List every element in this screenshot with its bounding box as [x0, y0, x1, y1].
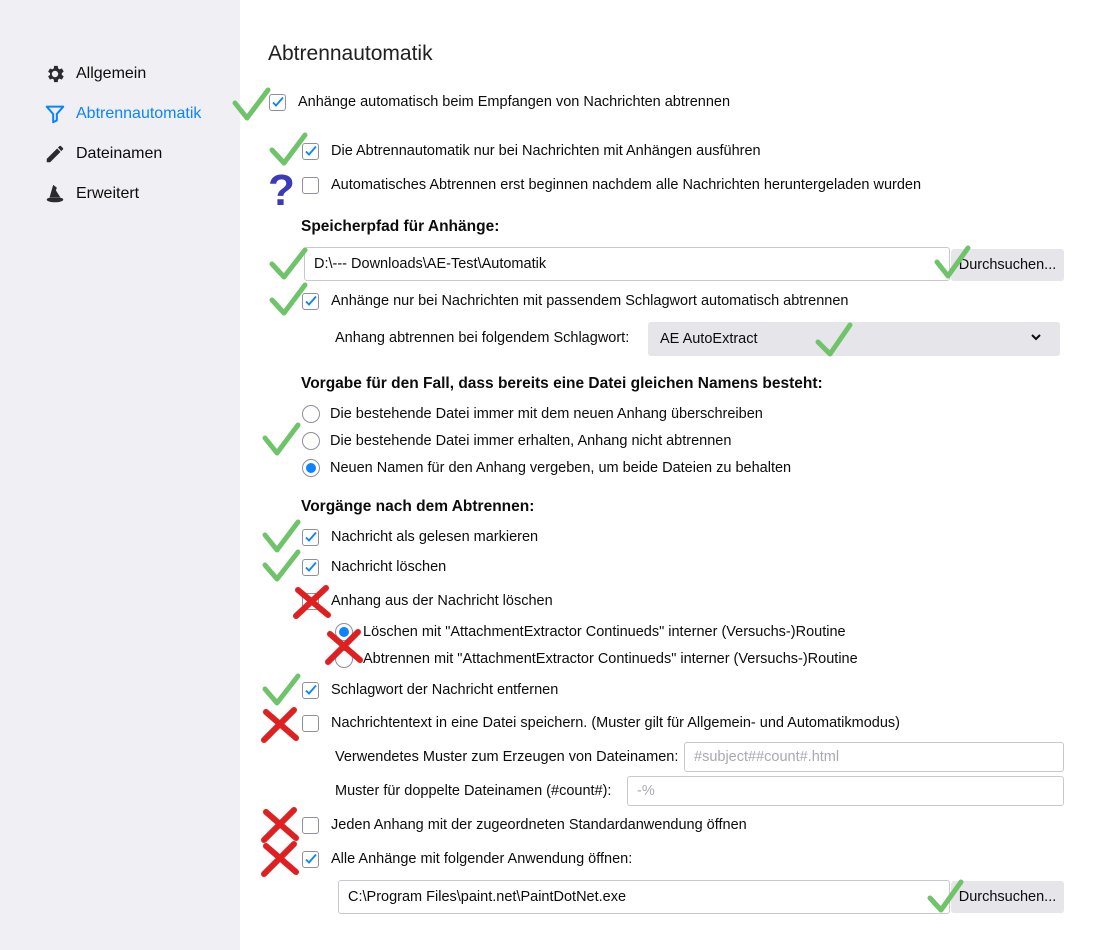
routine-option-label: Abtrennen mit "AttachmentExtractor Continueds" interner (Versuchs-)Routine [363, 651, 858, 667]
annotation-check-icon [265, 425, 298, 453]
remove-tag-label: Schlagwort der Nachricht entfernen [331, 682, 559, 698]
sidebar-item-label: Allgemein [76, 65, 147, 82]
pattern-input[interactable]: #subject##count#.html [684, 742, 1064, 772]
save-path-heading: Speicherpfad für Anhänge: [301, 218, 500, 235]
duplicate-option-label: Die bestehende Datei immer erhalten, Anhang nicht abtrennen [330, 433, 732, 449]
duplicate-heading: Vorgabe für den Fall, dass bereits eine Datei gleichen Namens besteht: [301, 375, 823, 392]
annotation-check-icon [272, 285, 305, 313]
annotation-question-icon: ? [268, 166, 295, 215]
app-path-input[interactable]: C:\Program Files\paint.net\PaintDotNet.exe [338, 880, 950, 914]
duplicate-option-label: Neuen Namen für den Anhang vergeben, um beide Dateien zu behalten [330, 460, 792, 476]
after-heading: Vorgänge nach dem Abtrennen: [301, 498, 535, 515]
mark-read-label: Nachricht als gelesen markieren [331, 529, 539, 545]
keyword-only-label: Anhänge nur bei Nachrichten mit passendem Schlagwort automatisch abtrennen [331, 293, 849, 309]
annotation-check-icon [265, 676, 298, 703]
sidebar-item-label: Abtrennautomatik [76, 105, 202, 122]
sidebar-item-label: Erweitert [76, 185, 140, 202]
annotation-check-icon [937, 248, 968, 276]
annotation-cross-icon [264, 844, 296, 874]
duplicate-option-label: Die bestehende Datei immer mit dem neuen Anhang überschreiben [330, 406, 763, 422]
annotation-cross-icon [264, 710, 296, 740]
open-default-label: Jeden Anhang mit der zugeordneten Standardanwendung öffnen [331, 817, 747, 833]
delete-attachment-label: Anhang aus der Nachricht löschen [331, 593, 553, 609]
page-title: Abtrennautomatik [268, 42, 433, 65]
open-app-label: Alle Anhänge mit folgender Anwendung öffnen: [331, 851, 633, 867]
annotation-check-icon [235, 90, 268, 118]
delete-msg-label: Nachricht löschen [331, 559, 447, 575]
annotation-check-icon [272, 250, 305, 277]
wait-download-label: Automatisches Abtrennen erst beginnen nachdem alle Nachrichten heruntergeladen wurden [331, 177, 922, 193]
annotation-check-icon [265, 552, 298, 579]
annotation-cross-icon [296, 588, 328, 616]
annotation-check-icon [818, 325, 850, 354]
routine-option-label: Löschen mit "AttachmentExtractor Continueds" interner (Versuchs-)Routine [363, 624, 846, 640]
dup-pattern-input[interactable]: -% [627, 776, 1064, 806]
dup-pattern-label: Muster für doppelte Dateinamen (#count#): [335, 783, 612, 799]
keyword-select-value: AE AutoExtract [660, 331, 758, 347]
annotation-check-icon [265, 522, 298, 550]
sidebar-item-label: Dateinamen [76, 145, 163, 162]
save-path-browse-button[interactable]: Durchsuchen... [951, 249, 1064, 281]
annotation-cross-icon [328, 632, 360, 662]
only-with-attachments-label: Die Abtrennautomatik nur bei Nachrichten mit Anhängen ausführen [331, 143, 761, 159]
app-path-browse-button[interactable]: Durchsuchen... [951, 881, 1064, 913]
main-option-label: Anhänge automatisch beim Empfangen von Nachrichten abtrennen [298, 94, 731, 110]
annotation-check-icon [930, 882, 961, 910]
annotation-cross-icon [264, 810, 296, 840]
keyword-select-label: Anhang abtrennen bei folgendem Schlagwort: [335, 330, 630, 346]
save-text-label: Nachrichtentext in eine Datei speichern. (Muster gilt für Allgemein- und Automatikmodus) [331, 715, 900, 731]
save-path-input[interactable]: D:\--- Downloads\AE-Test\Automatik [304, 247, 950, 281]
annotation-check-icon [272, 135, 305, 163]
pattern-label: Verwendetes Muster zum Erzeugen von Dateinamen: [335, 749, 679, 765]
